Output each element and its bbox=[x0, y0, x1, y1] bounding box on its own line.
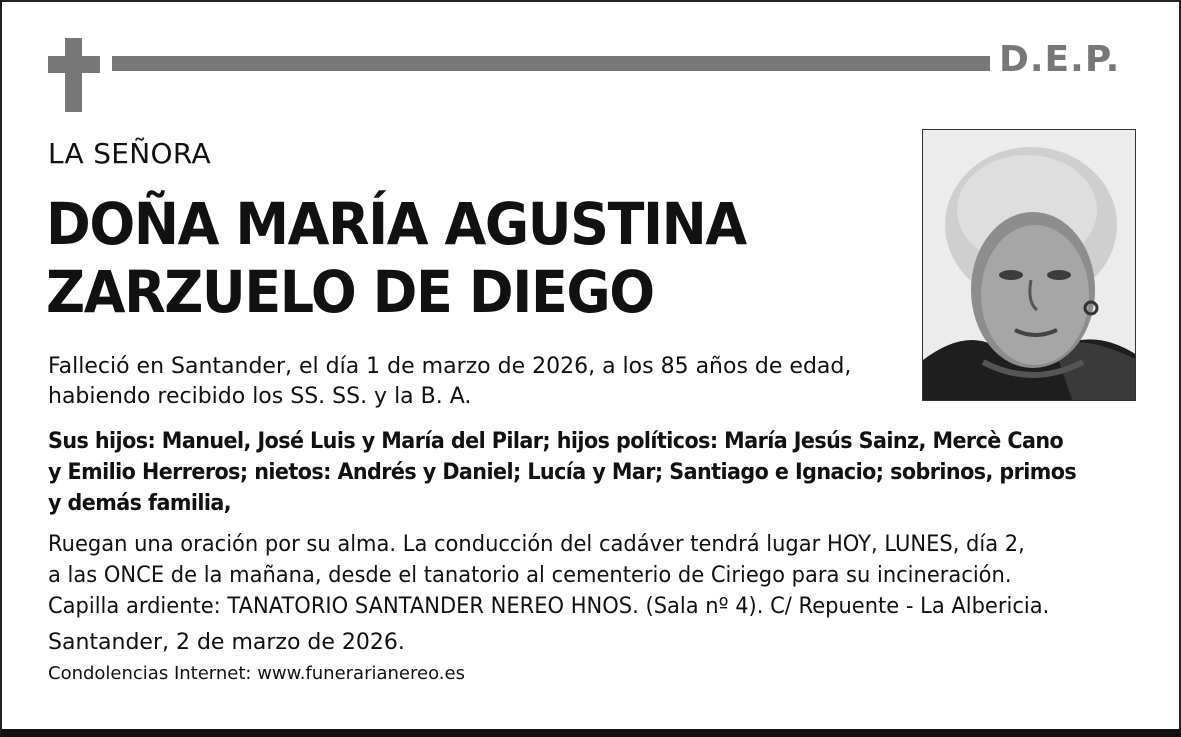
name-line-2: ZARZUELO DE DIEGO bbox=[46, 258, 654, 326]
intro-line: Falleció en Santander, el día 1 de marzo de 2026, a los 85 años de edad, bbox=[48, 354, 852, 379]
family-line: Sus hijos: Manuel, José Luis y María del Pilar; hijos políticos: María Jesús Sainz, Mercè Cano bbox=[48, 429, 1064, 454]
service-line: a las ONCE de la mañana, desde el tanatorio al cementerio de Ciriego para su incineración. bbox=[48, 563, 1012, 588]
cross-icon bbox=[48, 38, 100, 112]
service-line: Capilla ardiente: TANATORIO SANTANDER NEREO HNOS. (Sala nº 4). C/ Repuente - La Albericia. bbox=[48, 594, 1050, 619]
family-line: y Emilio Herreros; nietos: Andrés y Daniel; Lucía y Mar; Santiago e Ignacio; sobrinos, primos bbox=[48, 460, 1077, 485]
header-rule bbox=[112, 56, 990, 71]
intro-line: habiendo recibido los SS. SS. y la B. A. bbox=[48, 384, 472, 409]
deceased-name bbox=[46, 190, 746, 326]
service-line: Ruegan una oración por su alma. La conducción del cadáver tendrá lugar HOY, LUNES, día 2, bbox=[48, 532, 1025, 557]
name-line-1: DOÑA MARÍA AGUSTINA bbox=[46, 190, 746, 258]
condolences-note: Condolencias Internet: www.funerarianereo.es bbox=[48, 663, 465, 684]
place-date: Santander, 2 de marzo de 2026. bbox=[48, 630, 405, 655]
service-details bbox=[48, 529, 1137, 622]
family-list bbox=[48, 426, 1129, 519]
dep-label: D.E.P. bbox=[999, 39, 1121, 80]
lead-title: LA SEÑORA bbox=[48, 137, 211, 170]
death-statement bbox=[48, 352, 1148, 412]
family-line: y demás familia, bbox=[48, 491, 232, 516]
